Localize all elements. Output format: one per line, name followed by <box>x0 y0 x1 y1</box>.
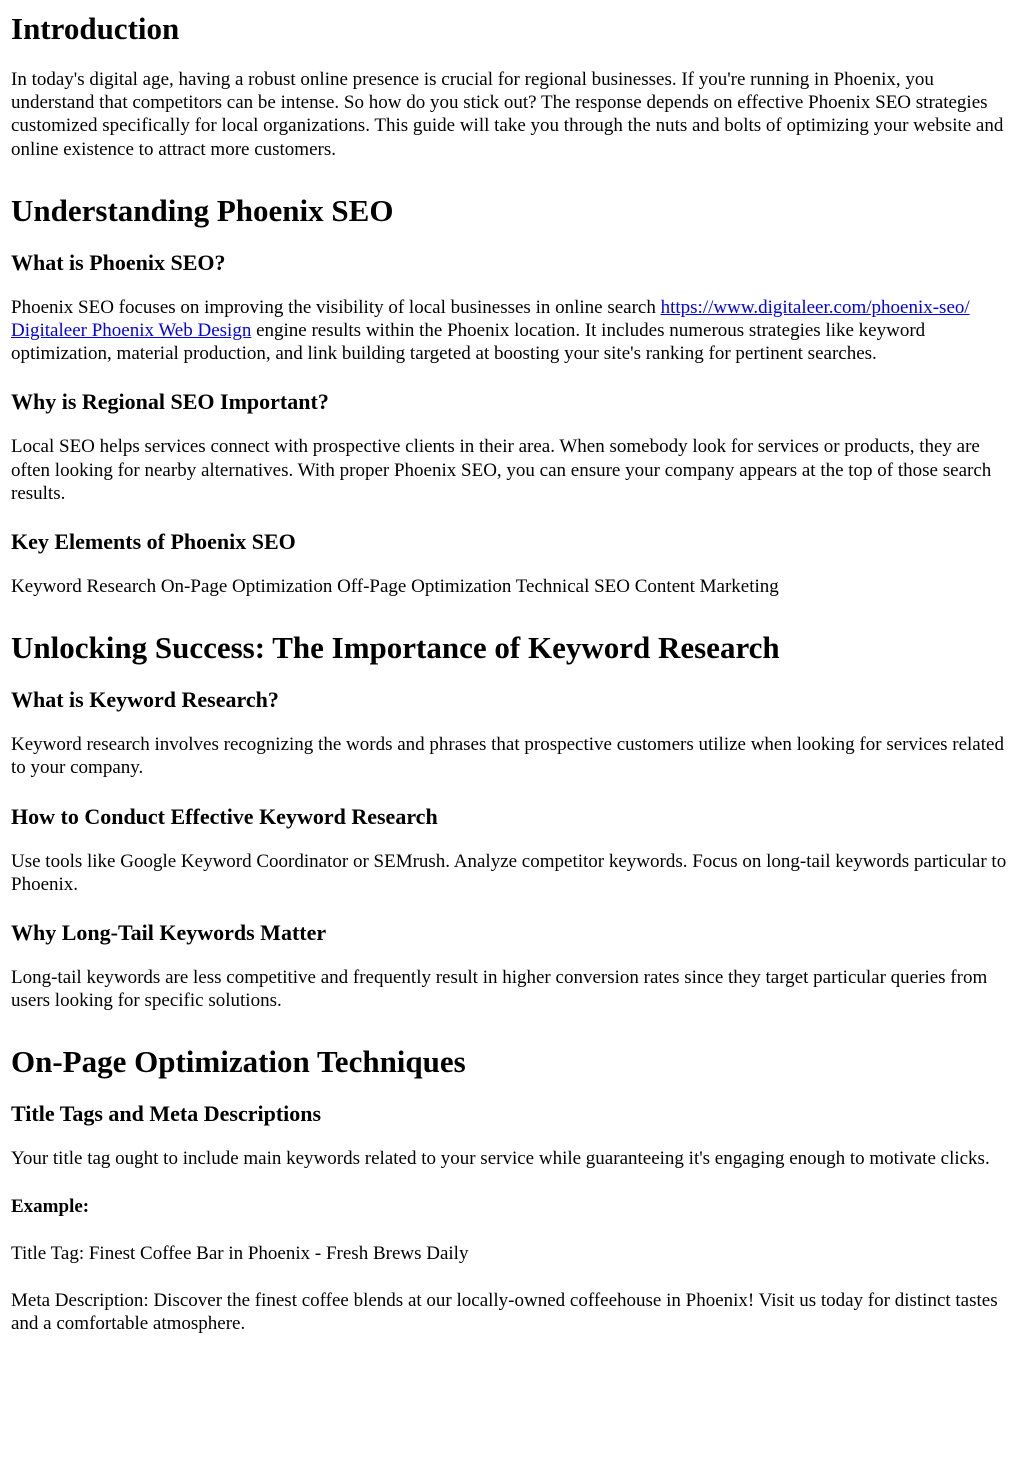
intro-paragraph: In today's digital age, having a robust online presence is crucial for regional businesses. If you're running in Phoenix, you understand that competitors can be intense. So how do you stick out? The response depends on effective Phoenix SEO strategies customized specifically for local organizations. This guide will take you through the nuts and bolts of optimizing your website and online existence to attract more customers. <box>11 69 1004 160</box>
what-is-phoenix-seo-paragraph <box>11 296 1013 366</box>
onpage-section-heading: On-Page Optimization Techniques <box>11 1044 466 1080</box>
intro-heading: Introduction <box>11 11 180 46</box>
how-to-keyword-research-paragraph: Use tools like Google Keyword Coordinator or SEMrush. Analyze competitor keywords. Focus on long-tail keywords particular to Phoenix. <box>11 850 1007 895</box>
what-is-phoenix-seo-heading: What is Phoenix SEO? <box>11 249 226 275</box>
key-elements-paragraph: Keyword Research On-Page Optimization Off-Page Optimization Technical SEO Content Marketing <box>11 576 779 598</box>
why-regional-seo-paragraph: Local SEO helps services connect with prospective clients in their area. When somebody look for services or products, they are often looking for nearby alternatives. With proper Phoenix SEO, you can ensure your company appears at the top of those search results. <box>11 436 992 504</box>
what-is-keyword-research-heading: What is Keyword Research? <box>11 687 279 713</box>
key-elements-heading: Key Elements of Phoenix SEO <box>11 529 296 555</box>
long-tail-paragraph: Long-tail keywords are less competitive and frequently result in higher conversion rates since they target particular queries from users looking for specific solutions. <box>11 967 988 1012</box>
long-tail-heading: Why Long-Tail Keywords Matter <box>11 920 327 946</box>
example-title-tag: Title Tag: Finest Coffee Bar in Phoenix - Fresh Brews Daily <box>11 1242 469 1264</box>
what-is-text-before: Phoenix SEO focuses on improving the visibility of local businesses in online search <box>11 296 661 318</box>
title-tags-heading: Title Tags and Meta Descriptions <box>11 1101 322 1127</box>
how-to-keyword-research-heading: How to Conduct Effective Keyword Research <box>11 803 438 829</box>
title-tags-paragraph: Your title tag ought to include main keywords related to your service while guaranteeing it's engaging enough to motivate clicks. <box>11 1148 990 1170</box>
what-is-keyword-research-paragraph: Keyword research involves recognizing the words and phrases that prospective customers utilize when looking for services related to your company. <box>11 734 1004 779</box>
understanding-heading: Understanding Phoenix SEO <box>11 192 394 228</box>
digitaleer-link[interactable]: https://www.digitaleer.com/phoenix-seo/ Digitaleer Phoenix Web Design <box>11 296 970 342</box>
why-regional-seo-heading: Why is Regional SEO Important? <box>11 389 329 415</box>
example-meta-description: Meta Description: Discover the finest coffee blends at our locally-owned coffeehouse in Phoenix! Visit us today for distinct tastes and a comfortable atmosphere. <box>11 1290 998 1335</box>
keyword-research-section-heading: Unlocking Success: The Importance of Keyword Research <box>11 630 780 666</box>
example-label: Example: <box>11 1195 90 1217</box>
what-is-text-after: engine results within the Phoenix location. It includes numerous strategies like keyword optimization, material production, and link building targeted at boosting your site's ranking for pertinent searches. <box>11 320 926 365</box>
article <box>0 11 1024 1335</box>
